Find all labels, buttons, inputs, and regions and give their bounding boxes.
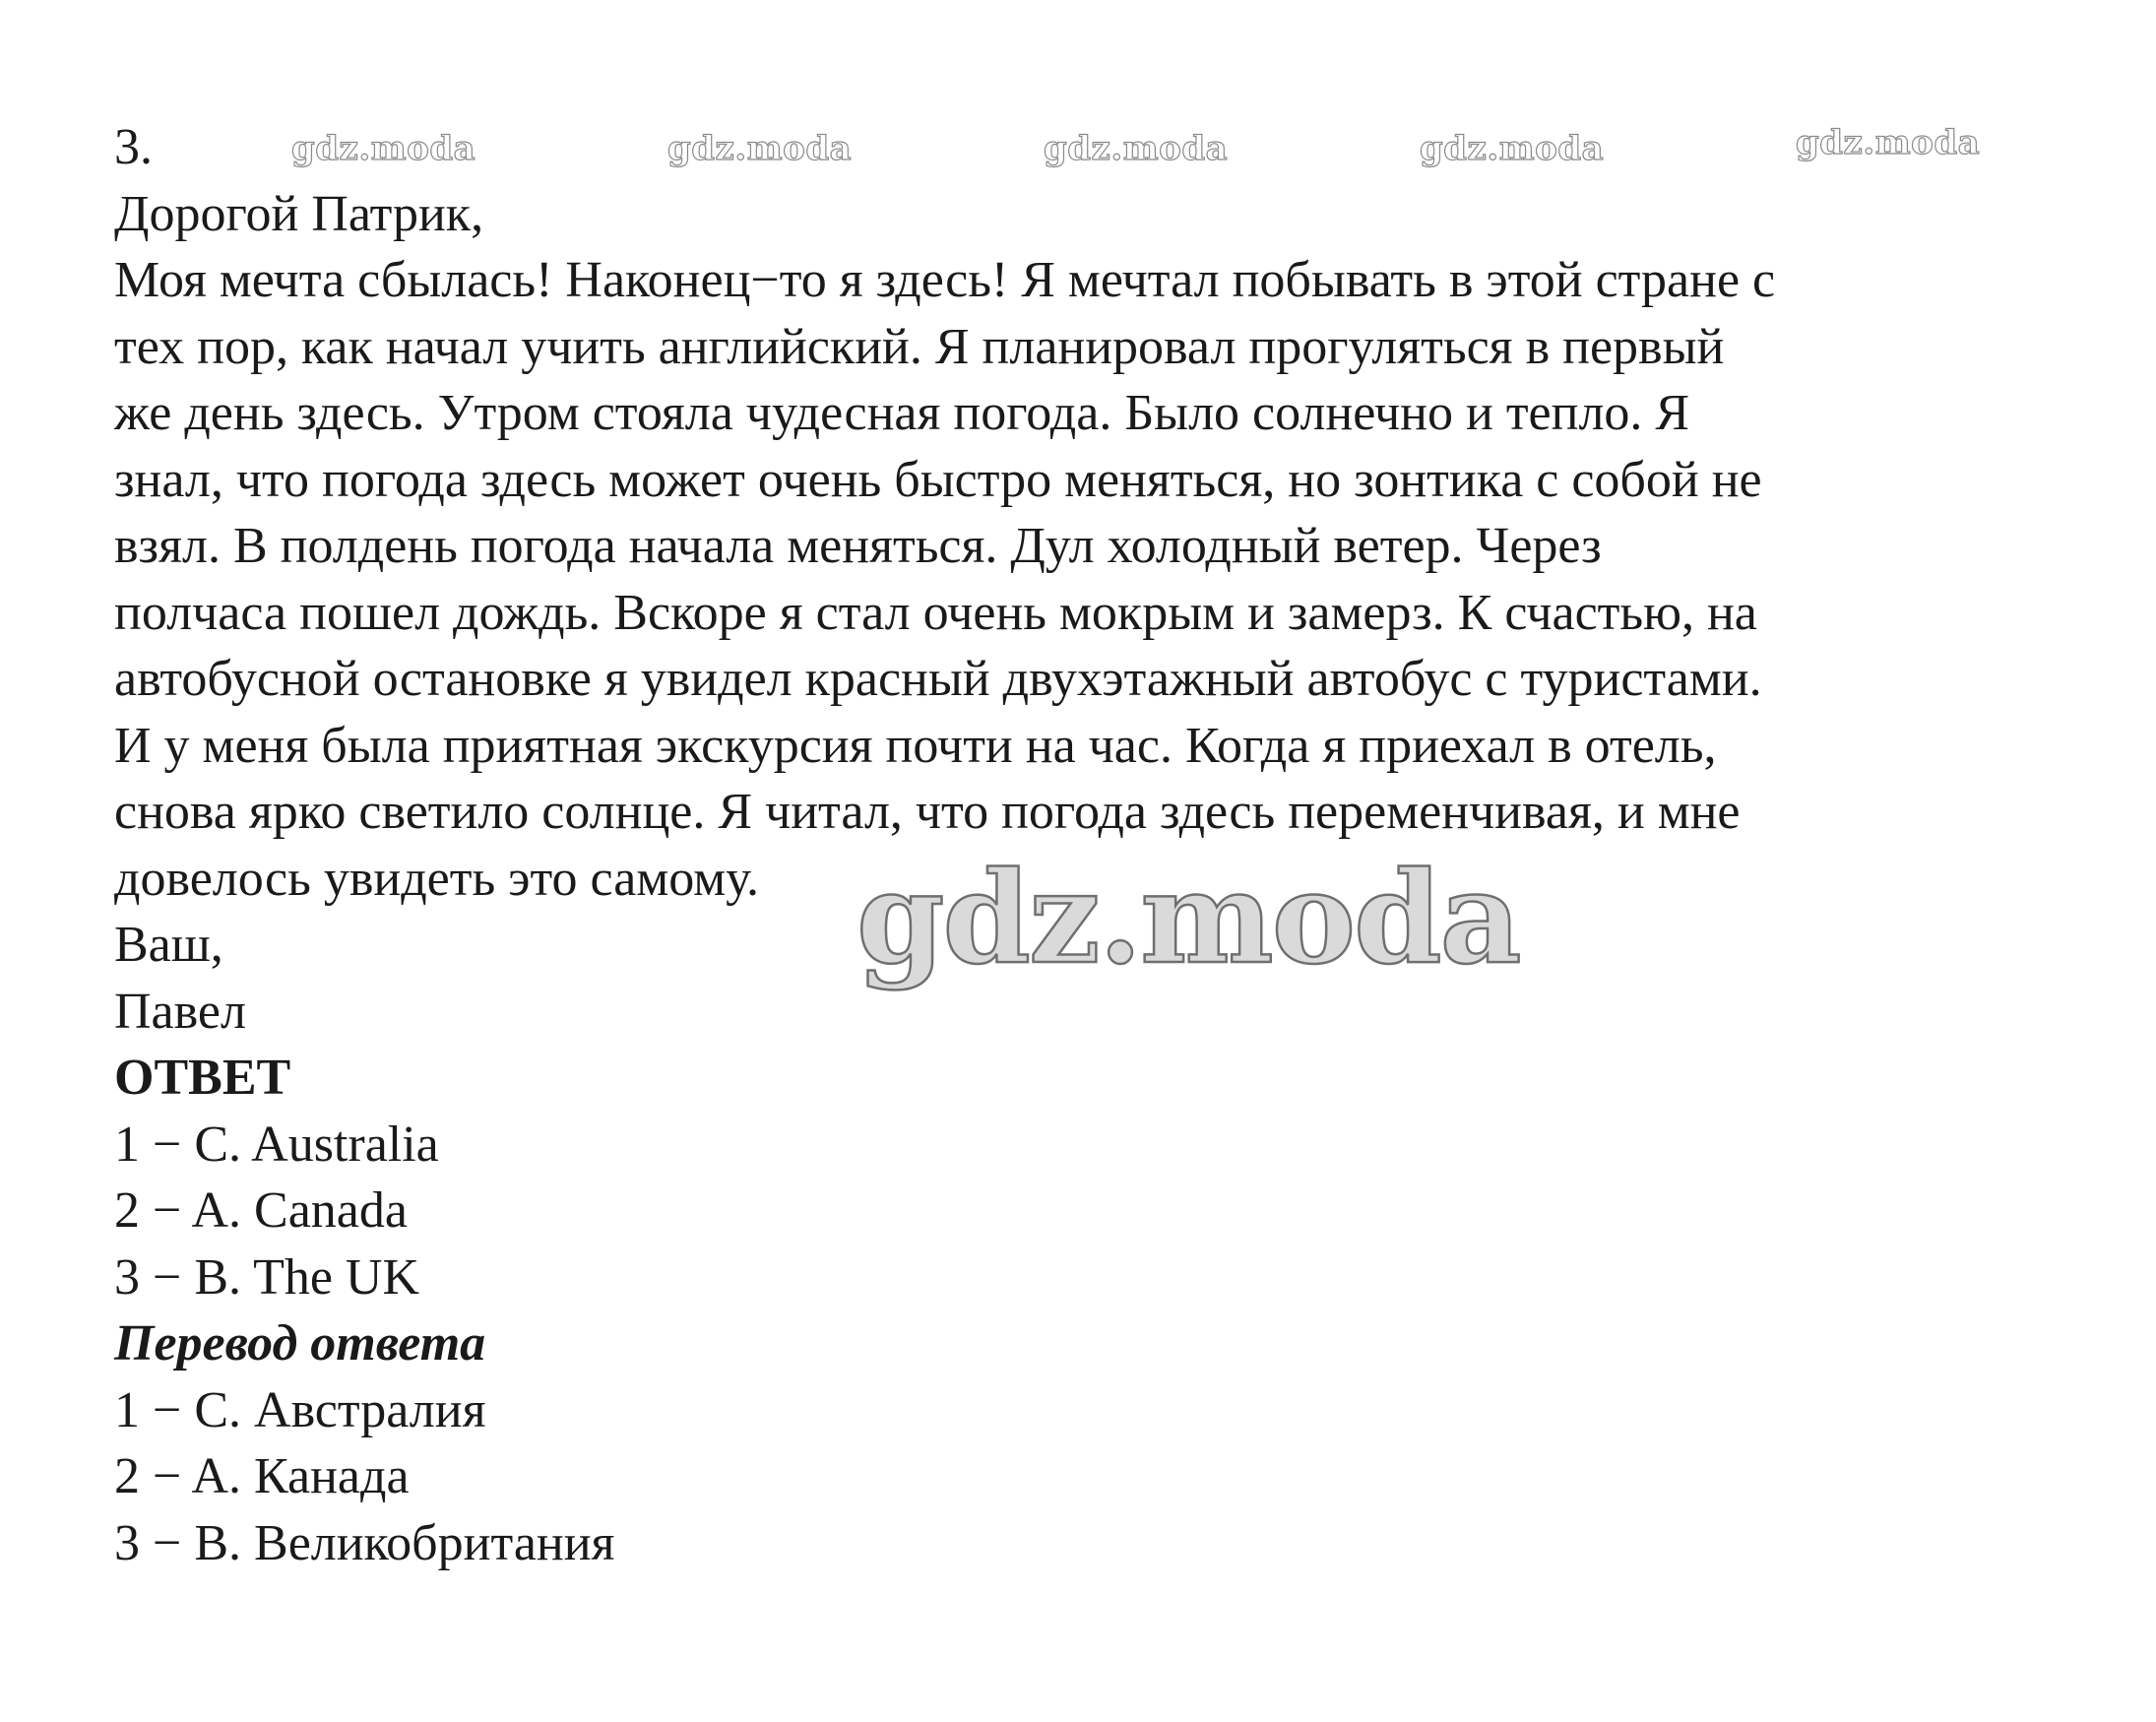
translation-list <box>114 1377 2083 1577</box>
letter-line: взял. В полдень погода начала меняться. Дул холодный ветер. Через <box>114 518 1602 574</box>
translation-item: 3 − B. Великобритания <box>114 1514 615 1571</box>
watermark-small-1: gdz.moda <box>291 129 476 168</box>
answer-item: 3 − B. The UK <box>114 1248 420 1306</box>
letter-greeting: Дорогой Патрик, <box>114 185 484 242</box>
letter-line: тех пор, как начал учить английский. Я планировал прогуляться в первый <box>114 318 1725 375</box>
answer-item: 2 − A. Canada <box>114 1182 408 1239</box>
letter-signature: Павел <box>114 983 246 1040</box>
task-header <box>114 114 2083 181</box>
document-page <box>114 114 2083 1576</box>
translation-heading: Перевод ответа <box>114 1315 486 1371</box>
letter-line: снова ярко светило солнце. Я читал, что погода здесь переменчивая, и мне <box>114 784 1741 840</box>
answer-heading: ОТВЕТ <box>114 1050 291 1106</box>
watermark-small-5: gdz.moda <box>1796 123 1981 162</box>
answer-list <box>114 1112 2083 1311</box>
translation-item: 1 − C. Австралия <box>114 1381 486 1438</box>
watermark-large: gdz.moda <box>856 845 1520 992</box>
letter-line: И у меня была приятная экскурсия почти на час. Когда я приехал в отель, <box>114 717 1717 774</box>
translation-item: 2 − A. Канада <box>114 1448 410 1504</box>
letter-closing: Ваш, <box>114 917 223 973</box>
letter-line: Моя мечта сбылась! Наконец−то я здесь! Я мечтал побывать в этой стране с <box>114 252 1776 308</box>
watermark-small-2: gdz.moda <box>667 129 853 168</box>
letter-line: знал, что погода здесь может очень быстро меняться, но зонтика с собой не <box>114 451 1762 508</box>
letter-line: довелось увидеть это самому. <box>114 850 759 907</box>
watermark-small-3: gdz.moda <box>1044 129 1229 168</box>
letter-line: полчаса пошел дождь. Вскоре я стал очень мокрым и замерз. К счастью, на <box>114 584 1757 641</box>
letter-line: автобусной остановке я увидел красный двухэтажный автобус с туристами. <box>114 651 1762 707</box>
letter-line: же день здесь. Утром стояла чудесная погода. Было солнечно и тепло. Я <box>114 385 1690 441</box>
answer-item: 1 − C. Australia <box>114 1116 439 1173</box>
letter-body <box>114 247 2083 912</box>
watermark-small-4: gdz.moda <box>1420 129 1605 168</box>
task-number: 3. <box>114 119 153 175</box>
